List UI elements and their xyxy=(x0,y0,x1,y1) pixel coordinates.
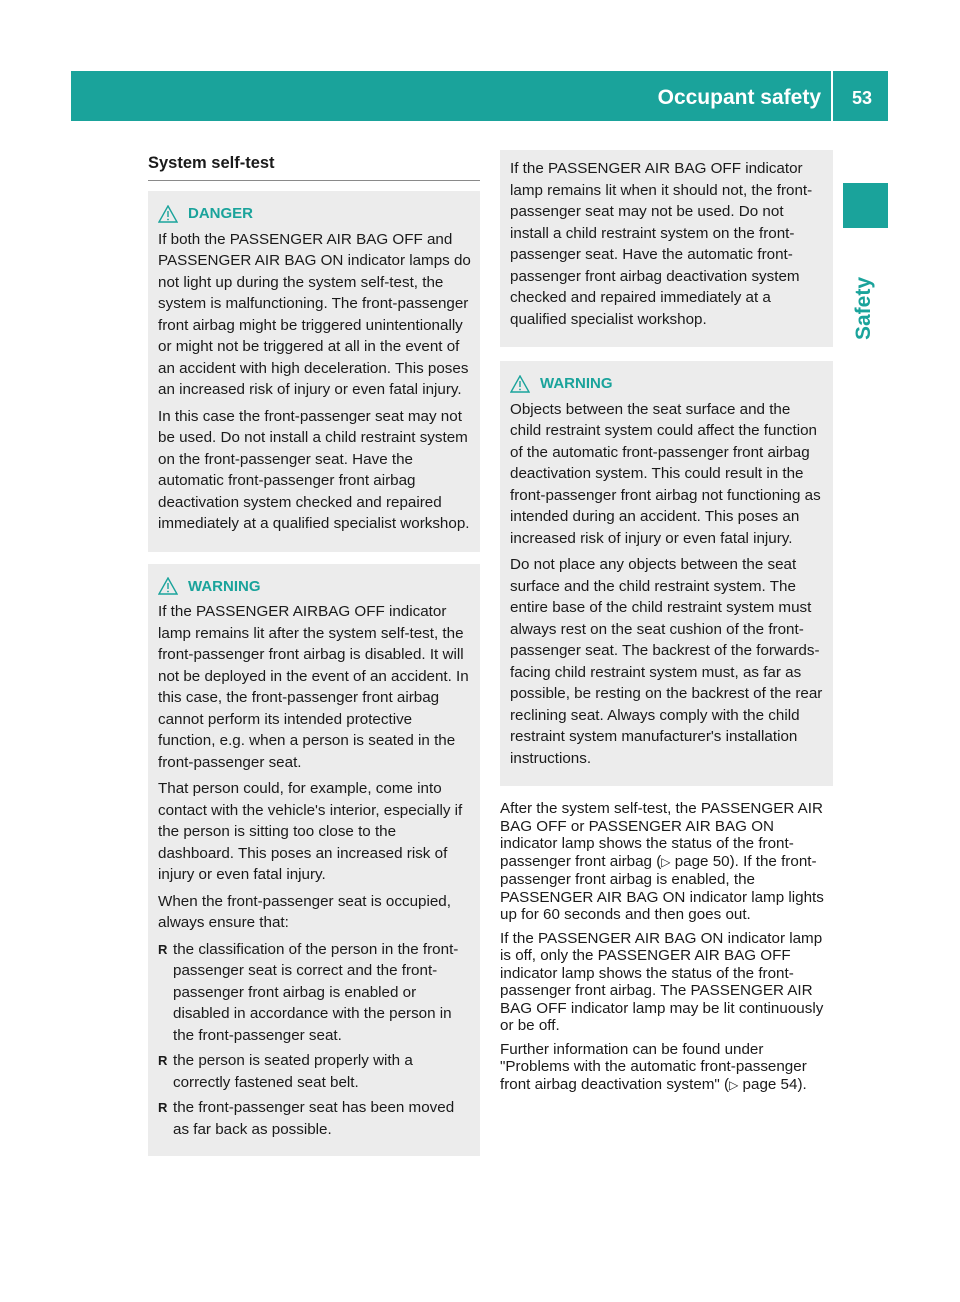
section-side-label: Safety xyxy=(852,276,875,340)
body-text-span: After the system self-test, the PASSENGER AIR BAG OFF or PASSENGER AIR BAG ON indicator lamp shows the status of the front-passenger front airbag ( xyxy=(500,800,823,870)
page-reference-arrow-icon: ▷ xyxy=(661,854,671,869)
body-paragraph xyxy=(500,800,833,924)
warning-paragraph: That person could, for example, come into contact with the vehicle's interior, especially if the person is sitting too close to the dashboard. This poses an increased risk of injury or even fatal injury. xyxy=(158,780,463,883)
warning-label: WARNING xyxy=(188,577,261,595)
bullet-marker: R xyxy=(158,1100,168,1115)
list-item-text: the person is seated properly with a correctly fastened seat belt. xyxy=(173,1052,413,1091)
list-item xyxy=(158,1097,472,1140)
danger-paragraph: In this case the front-passenger seat may not be used. Do not install a child restraint system on the front-passenger seat. Have the automatic front-passenger front airbag deactivation system checked and repaired immediately at a qualified specialist workshop. xyxy=(158,407,470,532)
bullet-marker: R xyxy=(158,1053,168,1068)
body-text xyxy=(500,800,833,1094)
list-item xyxy=(158,939,472,1047)
bullet-marker: R xyxy=(158,941,168,957)
list-item-text: the front-passenger seat has been moved as far back as possible. xyxy=(173,1099,455,1138)
warning-box xyxy=(500,361,833,786)
warning-box xyxy=(148,564,480,1157)
warning-heading xyxy=(158,576,472,598)
page-reference-link[interactable]: page 50). If the front-passenger front airbag is enabled, the PASSENGER AIR BAG ON indicator lamp lights up for 60 seconds and then goes out. xyxy=(500,852,824,923)
note-box xyxy=(500,150,833,347)
body-paragraph xyxy=(500,1041,833,1095)
list-item-text: the classification of the person in the front-passenger seat is correct and the front-passenger front airbag is enabled or disabled in accordance with the person in the front-passenger seat. xyxy=(173,940,459,1044)
warning-label: WARNING xyxy=(540,375,613,392)
warning-triangle-icon xyxy=(158,577,178,595)
note-paragraph: If the PASSENGER AIR BAG OFF indicator lamp remains lit when it should not, the front-passenger seat may not be used. Do not install a child restraint system on the front-passenger seat. Have the automatic front-passenger front airbag deactivation system checked and repaired immediately at a qualified specialist workshop. xyxy=(510,160,813,328)
danger-label: DANGER xyxy=(188,205,254,222)
warning-heading xyxy=(510,373,825,395)
bullet-list xyxy=(158,939,472,1141)
section-tab-marker xyxy=(843,183,888,228)
page-reference-arrow-icon: ▷ xyxy=(729,1077,739,1092)
section-title: System self-test xyxy=(148,150,480,181)
danger-paragraph: If both the PASSENGER AIR BAG OFF and PASSENGER AIR BAG ON indicator lamps do not light up during the system self-test, the system is malfunctioning. The front-passenger front airbag might be triggered unintentionally or might not be triggered at all in the event of an accident with high deceleration. This poses an increased risk of injury or even fatal injury. xyxy=(158,230,471,398)
body-paragraph: If the PASSENGER AIR BAG ON indicator lamp is off, only the PASSENGER AIR BAG OFF indicator lamp shows the status of the front-passenger front airbag. The PASSENGER AIR BAG OFF indicator lamp may be lit continuously or be off. xyxy=(500,929,824,1034)
header-bar xyxy=(71,71,888,121)
list-item xyxy=(158,1050,472,1093)
header-divider xyxy=(831,71,833,121)
page-reference-link[interactable]: page 54). xyxy=(738,1075,807,1093)
warning-triangle-icon xyxy=(158,205,178,223)
warning-triangle-icon xyxy=(510,375,530,393)
danger-box xyxy=(148,191,480,552)
warning-paragraph: Objects between the seat surface and the child restraint system could affect the function of the automatic front-passenger front airbag deactivation system. This could result in the front-passenger front airbag not functioning as intended during an accident. This poses an increased risk of injury or even fatal injury. xyxy=(510,400,821,547)
right-column xyxy=(500,150,833,1100)
page-number: 53 xyxy=(851,88,872,108)
warning-paragraph: Do not place any objects between the seat surface and the child restraint system. The entire base of the child restraint system must always rest on the seat cushion of the front-passenger seat. The backrest of the forwards-facing child restraint system must, as far as possible, be resting on the backrest of the rear reclining seat. Always comply with the child restraint system manufacturer's installation instructions. xyxy=(510,556,823,767)
danger-heading xyxy=(158,203,472,225)
warning-paragraph: If the PASSENGER AIRBAG OFF indicator lamp remains lit after the system self-test, the front-passenger front airbag is disabled. It will not be deployed in the event of an accident. In this case, the front-passenger front airbag cannot perform its intended protective function, e.g. when a person is seated in the front-passenger seat. xyxy=(158,603,469,771)
warning-paragraph: When the front-passenger seat is occupied, always ensure that: xyxy=(158,892,451,931)
left-column xyxy=(148,150,480,1156)
chapter-title: Occupant safety xyxy=(657,86,821,109)
body-text-span: Further information can be found under "Problems with the automatic front-passenger front airbag deactivation system" ( xyxy=(500,1040,807,1093)
